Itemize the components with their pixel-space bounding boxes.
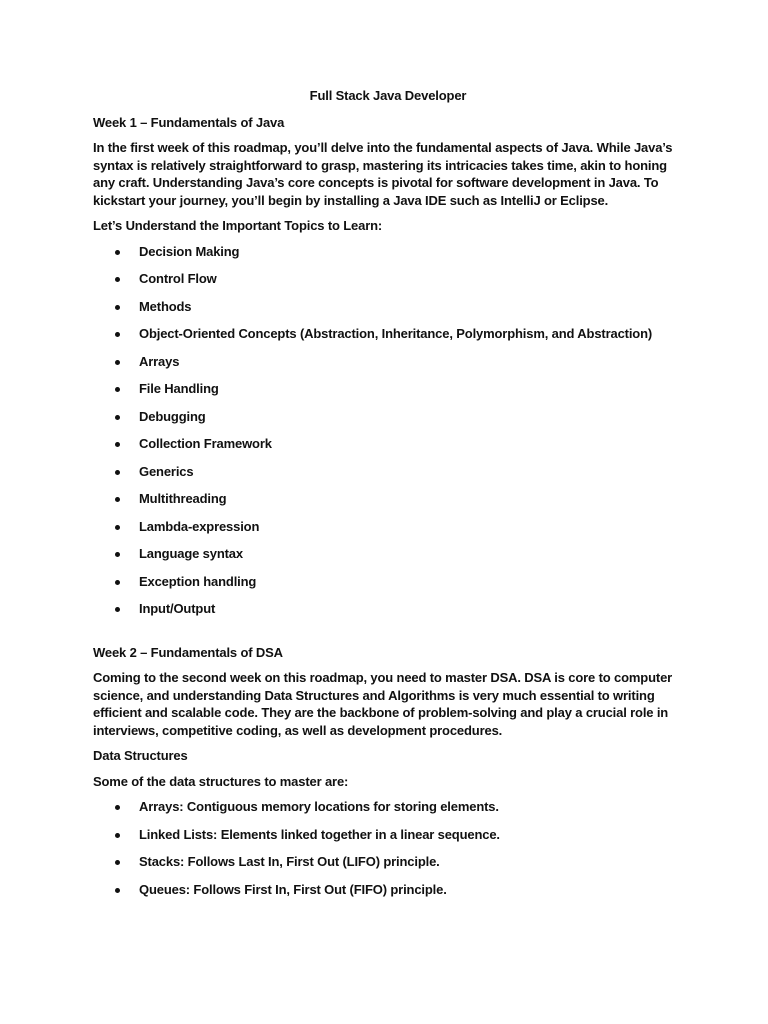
list-item-text: Methods: [139, 298, 192, 314]
bullet-icon: [115, 580, 120, 585]
data-structures-subheading: Data Structures: [93, 748, 188, 763]
list-item: [93, 463, 683, 491]
list-item-text: Multithreading: [139, 491, 227, 506]
bullet-icon: [115, 250, 120, 255]
list-item-text: File Handling: [139, 381, 219, 396]
list-item-text: Exception handling: [139, 573, 257, 589]
week2-structures-list: [93, 798, 683, 908]
list-item: [93, 881, 683, 909]
week1-intro: In the first week of this roadmap, you’ll delve into the fundamental aspects of Java. While Java’s syntax is relatively straightforward to grasp, mastering its intricacies takes time, akin to honing any craft. Understanding Java’s core concepts is pivotal for software development in Java. To kickstart your journey, you’ll begin by installing a Java IDE such as IntelliJ or Eclipse.: [93, 140, 673, 208]
bullet-icon: [115, 277, 120, 282]
week2-heading: Week 2 – Fundamentals of DSA: [93, 644, 283, 660]
list-item: [93, 408, 683, 436]
bullet-icon: [115, 607, 120, 612]
list-item: [93, 518, 683, 546]
bullet-icon: [115, 415, 120, 420]
bullet-icon: [115, 305, 120, 310]
bullet-icon: [115, 833, 120, 838]
section-gap: [93, 628, 683, 644]
week2-structures-label: Some of the data structures to master are:: [93, 773, 349, 789]
document-content: [93, 87, 683, 908]
week1-topics-list: [93, 243, 683, 628]
list-item-text: Generics: [139, 463, 194, 479]
bullet-icon: [115, 387, 120, 392]
list-item-text: Control Flow: [139, 271, 217, 286]
bullet-icon: [115, 552, 120, 557]
list-item: [93, 325, 683, 353]
list-item: [93, 826, 683, 854]
list-item-text: Linked Lists: Elements linked together in a linear sequence.: [139, 826, 500, 842]
list-item: [93, 243, 683, 271]
list-item: [93, 353, 683, 381]
list-item-text: Arrays: Contiguous memory locations for storing elements.: [139, 799, 499, 814]
bullet-icon: [115, 332, 120, 337]
list-item-text: Lambda-expression: [139, 518, 260, 534]
list-item: [93, 435, 683, 463]
week1-heading: Week 1 – Fundamentals of Java: [93, 114, 285, 130]
week1-topics-label: Let’s Understand the Important Topics to Learn:: [93, 218, 383, 233]
list-item-text: Arrays: [139, 353, 180, 369]
list-item: [93, 298, 683, 326]
list-item-text: Object-Oriented Concepts (Abstraction, Inheritance, Polymorphism, and Abstraction): [139, 326, 653, 341]
bullet-icon: [115, 805, 120, 810]
bullet-icon: [115, 888, 120, 893]
week2-intro: Coming to the second week on this roadmap, you need to master DSA. DSA is core to computer science, and understanding Data Structures and Algorithms is very much essential to writing efficient and scalable code. They are the backbone of problem-solving and play a crucial role in interviews, competitive coding, as well as development procedures.: [93, 670, 673, 738]
list-item-text: Debugging: [139, 408, 206, 424]
bullet-icon: [115, 497, 120, 502]
list-item: [93, 380, 683, 408]
list-item: [93, 798, 683, 826]
list-item-text: Collection Framework: [139, 436, 272, 451]
list-item: [93, 545, 683, 573]
list-item-text: Decision Making: [139, 243, 240, 259]
list-item-text: Input/Output: [139, 601, 216, 616]
bullet-icon: [115, 525, 120, 530]
list-item: [93, 600, 683, 628]
list-item: [93, 853, 683, 881]
bullet-icon: [115, 442, 120, 447]
list-item: [93, 490, 683, 518]
list-item-text: Language syntax: [139, 546, 243, 561]
list-item: [93, 573, 683, 601]
document-title: Full Stack Java Developer: [309, 88, 467, 103]
list-item-text: Queues: Follows First In, First Out (FIFO) principle.: [139, 881, 447, 897]
bullet-icon: [115, 470, 120, 475]
bullet-icon: [115, 860, 120, 865]
list-item-text: Stacks: Follows Last In, First Out (LIFO) principle.: [139, 854, 440, 869]
list-item: [93, 270, 683, 298]
bullet-icon: [115, 360, 120, 365]
